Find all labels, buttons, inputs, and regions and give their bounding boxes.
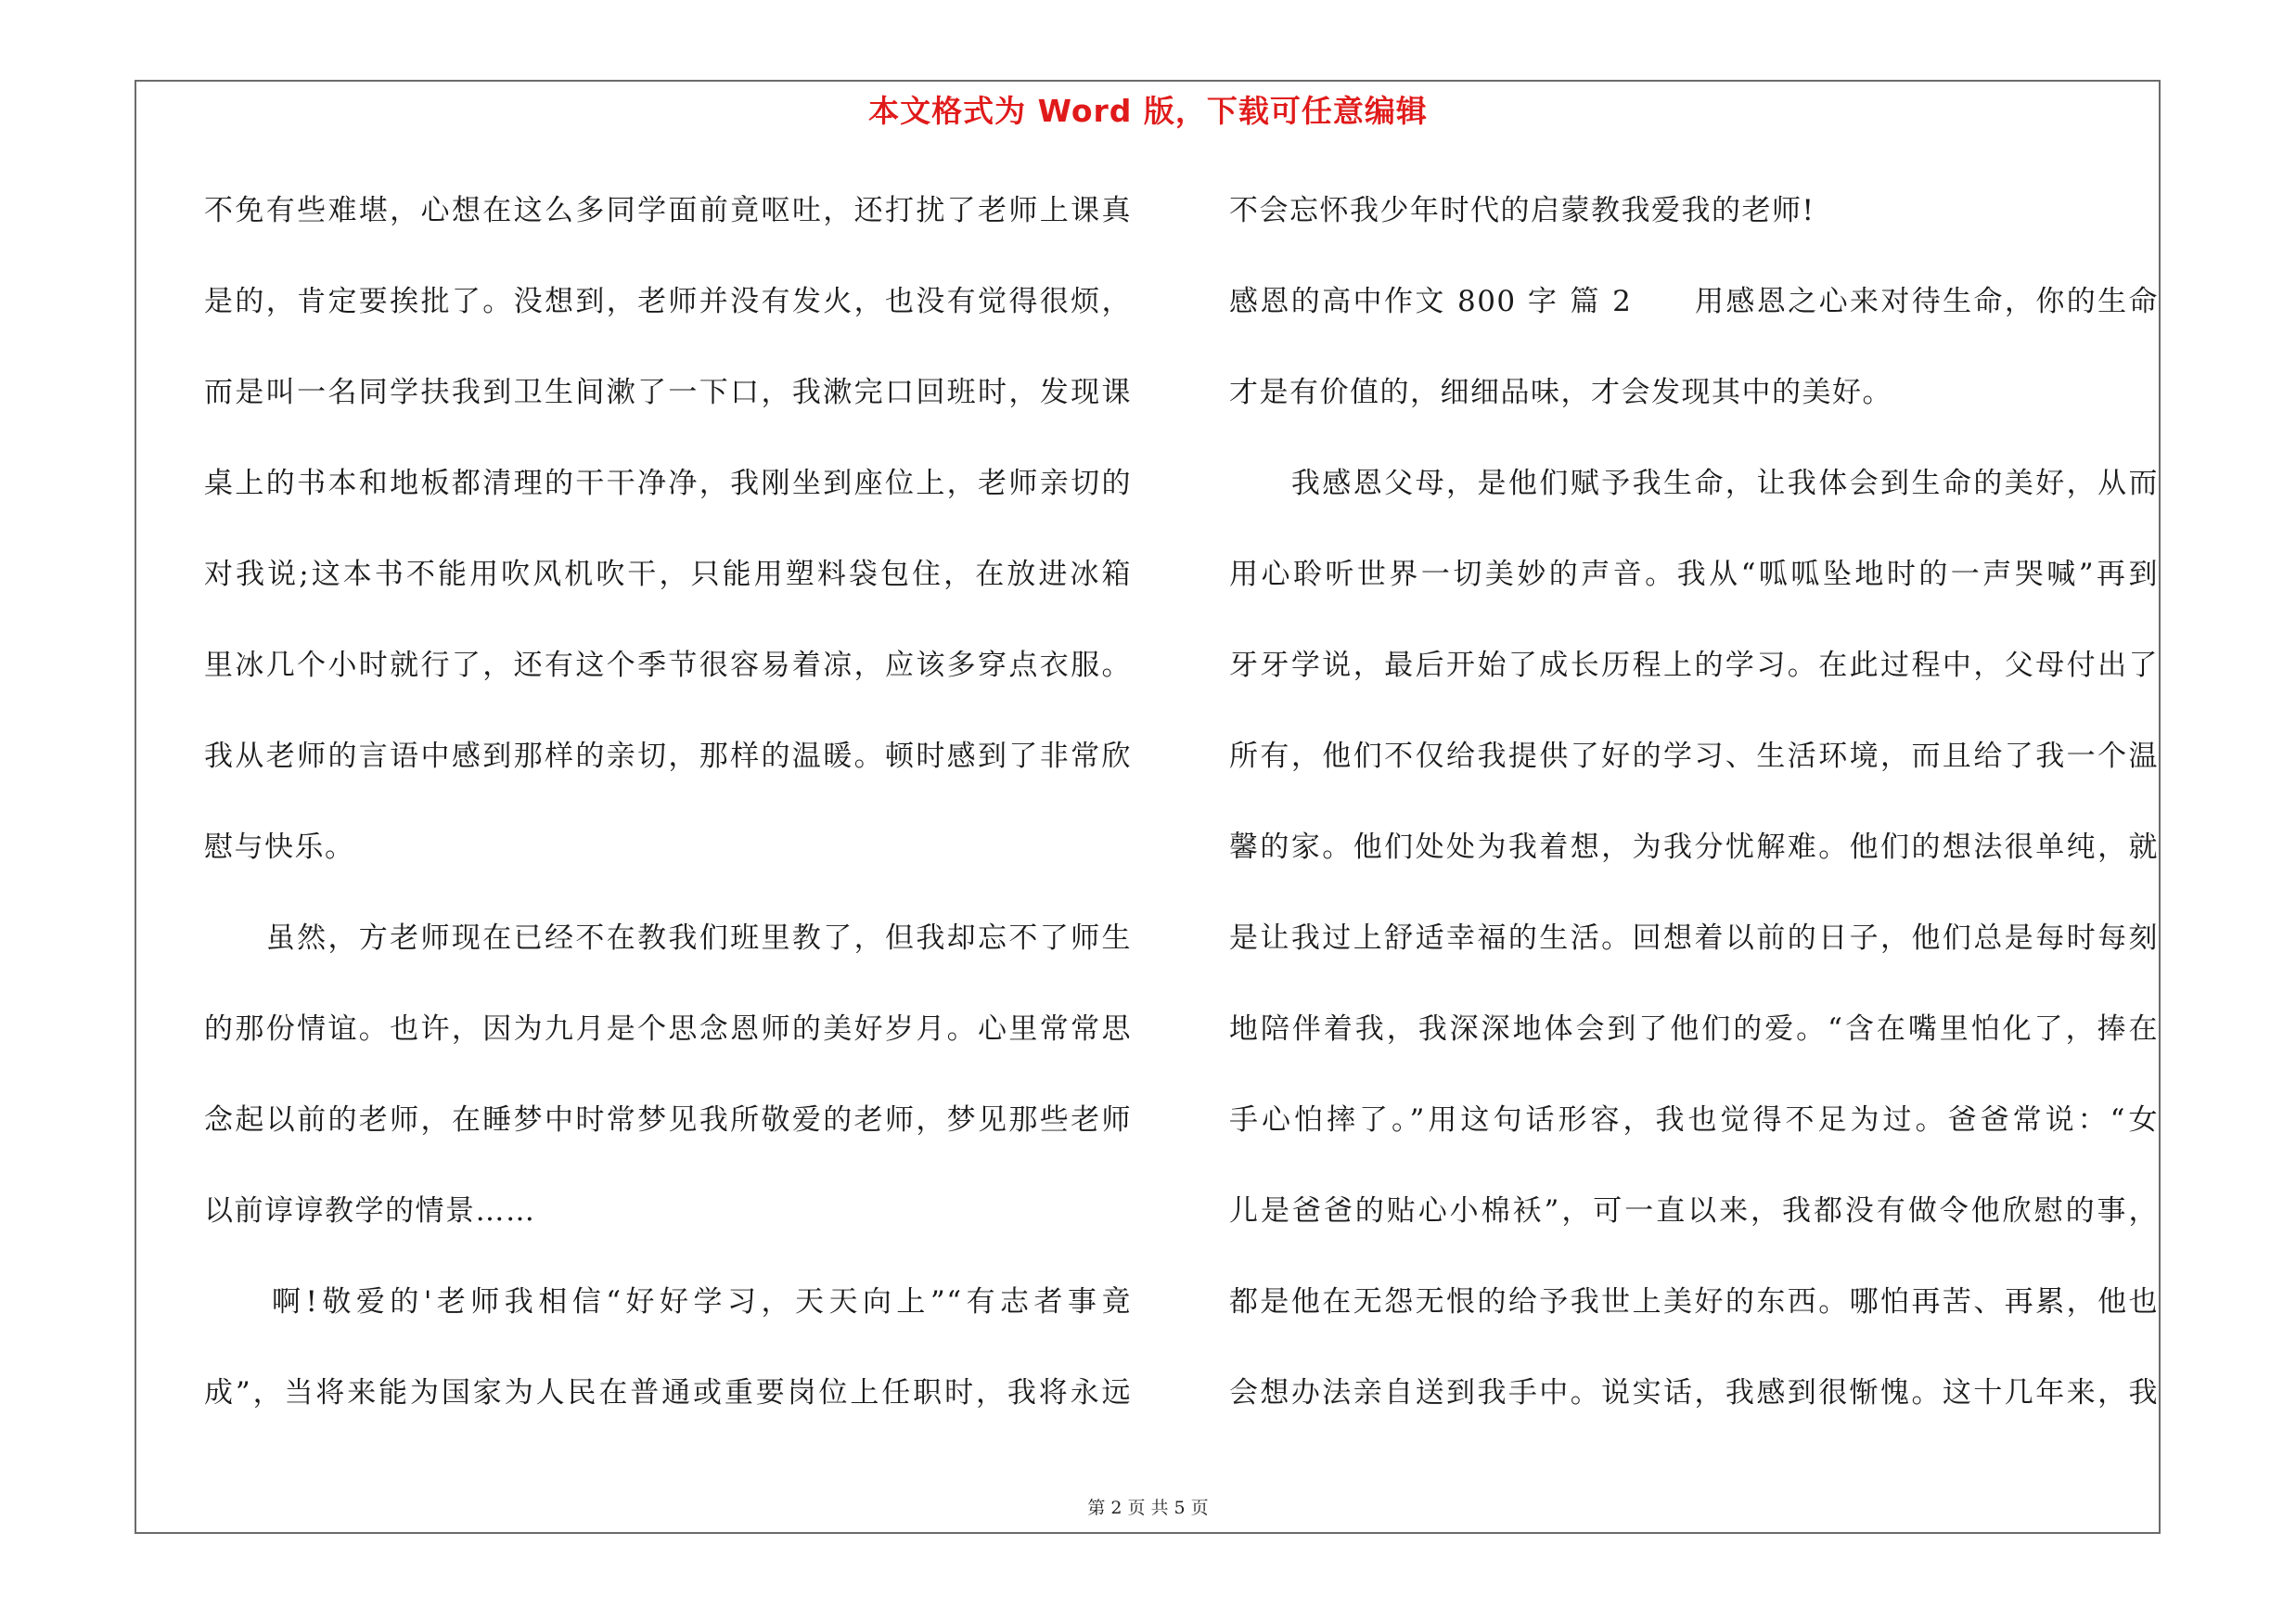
page-number-footer: 第 2 页 共 5 页 bbox=[1087, 1498, 1209, 1518]
body-line: 而是叫一名同学扶我到卫生间漱了一下口，我漱完口回班时，发现课 bbox=[204, 376, 1132, 409]
body-line: 我感恩父母，是他们赋予我生命，让我体会到生命的美好，从而 bbox=[1229, 467, 2159, 500]
body-line: 的那份情谊。也许，因为九月是个思念恩师的美好岁月。心里常常思 bbox=[204, 1012, 1132, 1046]
body-line: 是让我过上舒适幸福的生活。回想着以前的日子，他们总是每时每刻 bbox=[1229, 921, 2159, 955]
body-line: 对我说;这本书不能用吹风机吹干，只能用塑料袋包住，在放进冰箱 bbox=[204, 558, 1132, 591]
body-line: 不免有些难堪，心想在这么多同学面前竟呕吐，还打扰了老师上课真 bbox=[204, 194, 1132, 227]
body-line: 里冰几个小时就行了，还有这个季节很容易着凉，应该多穿点衣服。 bbox=[204, 649, 1132, 682]
body-line: 慰与快乐。 bbox=[204, 831, 355, 864]
section-heading-line: 感恩的高中作文 800 字 篇 2 用感恩之心来对待生命，你的生命 bbox=[1229, 285, 2159, 318]
body-line: 桌上的书本和地板都清理的干干净净，我刚坐到座位上，老师亲切的 bbox=[204, 467, 1132, 500]
body-line: 都是他在无怨无恨的给予我世上美好的东西。哪怕再苦、再累，他也 bbox=[1229, 1285, 2159, 1319]
body-line: 虽然，方老师现在已经不在教我们班里教了，但我却忘不了师生 bbox=[204, 921, 1132, 955]
body-line: 不会忘怀我少年时代的启蒙教我爱我的老师! bbox=[1229, 194, 1815, 227]
body-line: 念起以前的老师，在睡梦中时常梦见我所敬爱的老师，梦见那些老师 bbox=[204, 1103, 1132, 1137]
body-line: 地陪伴着我，我深深地体会到了他们的爱。“含在嘴里怕化了，捧在 bbox=[1229, 1012, 2159, 1046]
body-line: 手心怕摔了。”用这句话形容，我也觉得不足为过。爸爸常说：“女 bbox=[1229, 1103, 2159, 1137]
body-line: 馨的家。他们处处为我着想，为我分忧解难。他们的想法很单纯，就 bbox=[1229, 831, 2159, 864]
body-line: 儿是爸爸的贴心小棉袄”，可一直以来，我都没有做令他欣慰的事， bbox=[1229, 1194, 2159, 1228]
right-column bbox=[1229, 182, 2159, 1455]
body-line: 会想办法亲自送到我手中。说实话，我感到很惭愧。这十几年来，我 bbox=[1229, 1376, 2159, 1410]
body-line: 牙牙学说，最后开始了成长历程上的学习。在此过程中，父母付出了 bbox=[1229, 649, 2159, 682]
left-column bbox=[204, 182, 1132, 1455]
format-banner: 本文格式为 Word 版，下载可任意编辑 bbox=[868, 93, 1428, 129]
body-line: 是的，肯定要挨批了。没想到，老师并没有发火，也没有觉得很烦， bbox=[204, 285, 1132, 318]
body-line: 成”，当将来能为国家为人民在普通或重要岗位上任职时，我将永远 bbox=[204, 1376, 1132, 1410]
body-line: 以前谆谆教学的情景…… bbox=[204, 1194, 536, 1228]
body-line: 才是有价值的，细细品味，才会发现其中的美好。 bbox=[1229, 376, 1892, 409]
body-line: 啊!敬爱的'老师我相信“好好学习，天天向上”“有志者事竟 bbox=[204, 1285, 1132, 1319]
body-line: 用心聆听世界一切美妙的声音。我从“呱呱坠地时的一声哭喊”再到 bbox=[1229, 558, 2159, 591]
body-line: 所有，他们不仅给我提供了好的学习、生活环境，而且给了我一个温 bbox=[1229, 740, 2159, 773]
body-line: 我从老师的言语中感到那样的亲切，那样的温暖。顿时感到了非常欣 bbox=[204, 740, 1132, 773]
